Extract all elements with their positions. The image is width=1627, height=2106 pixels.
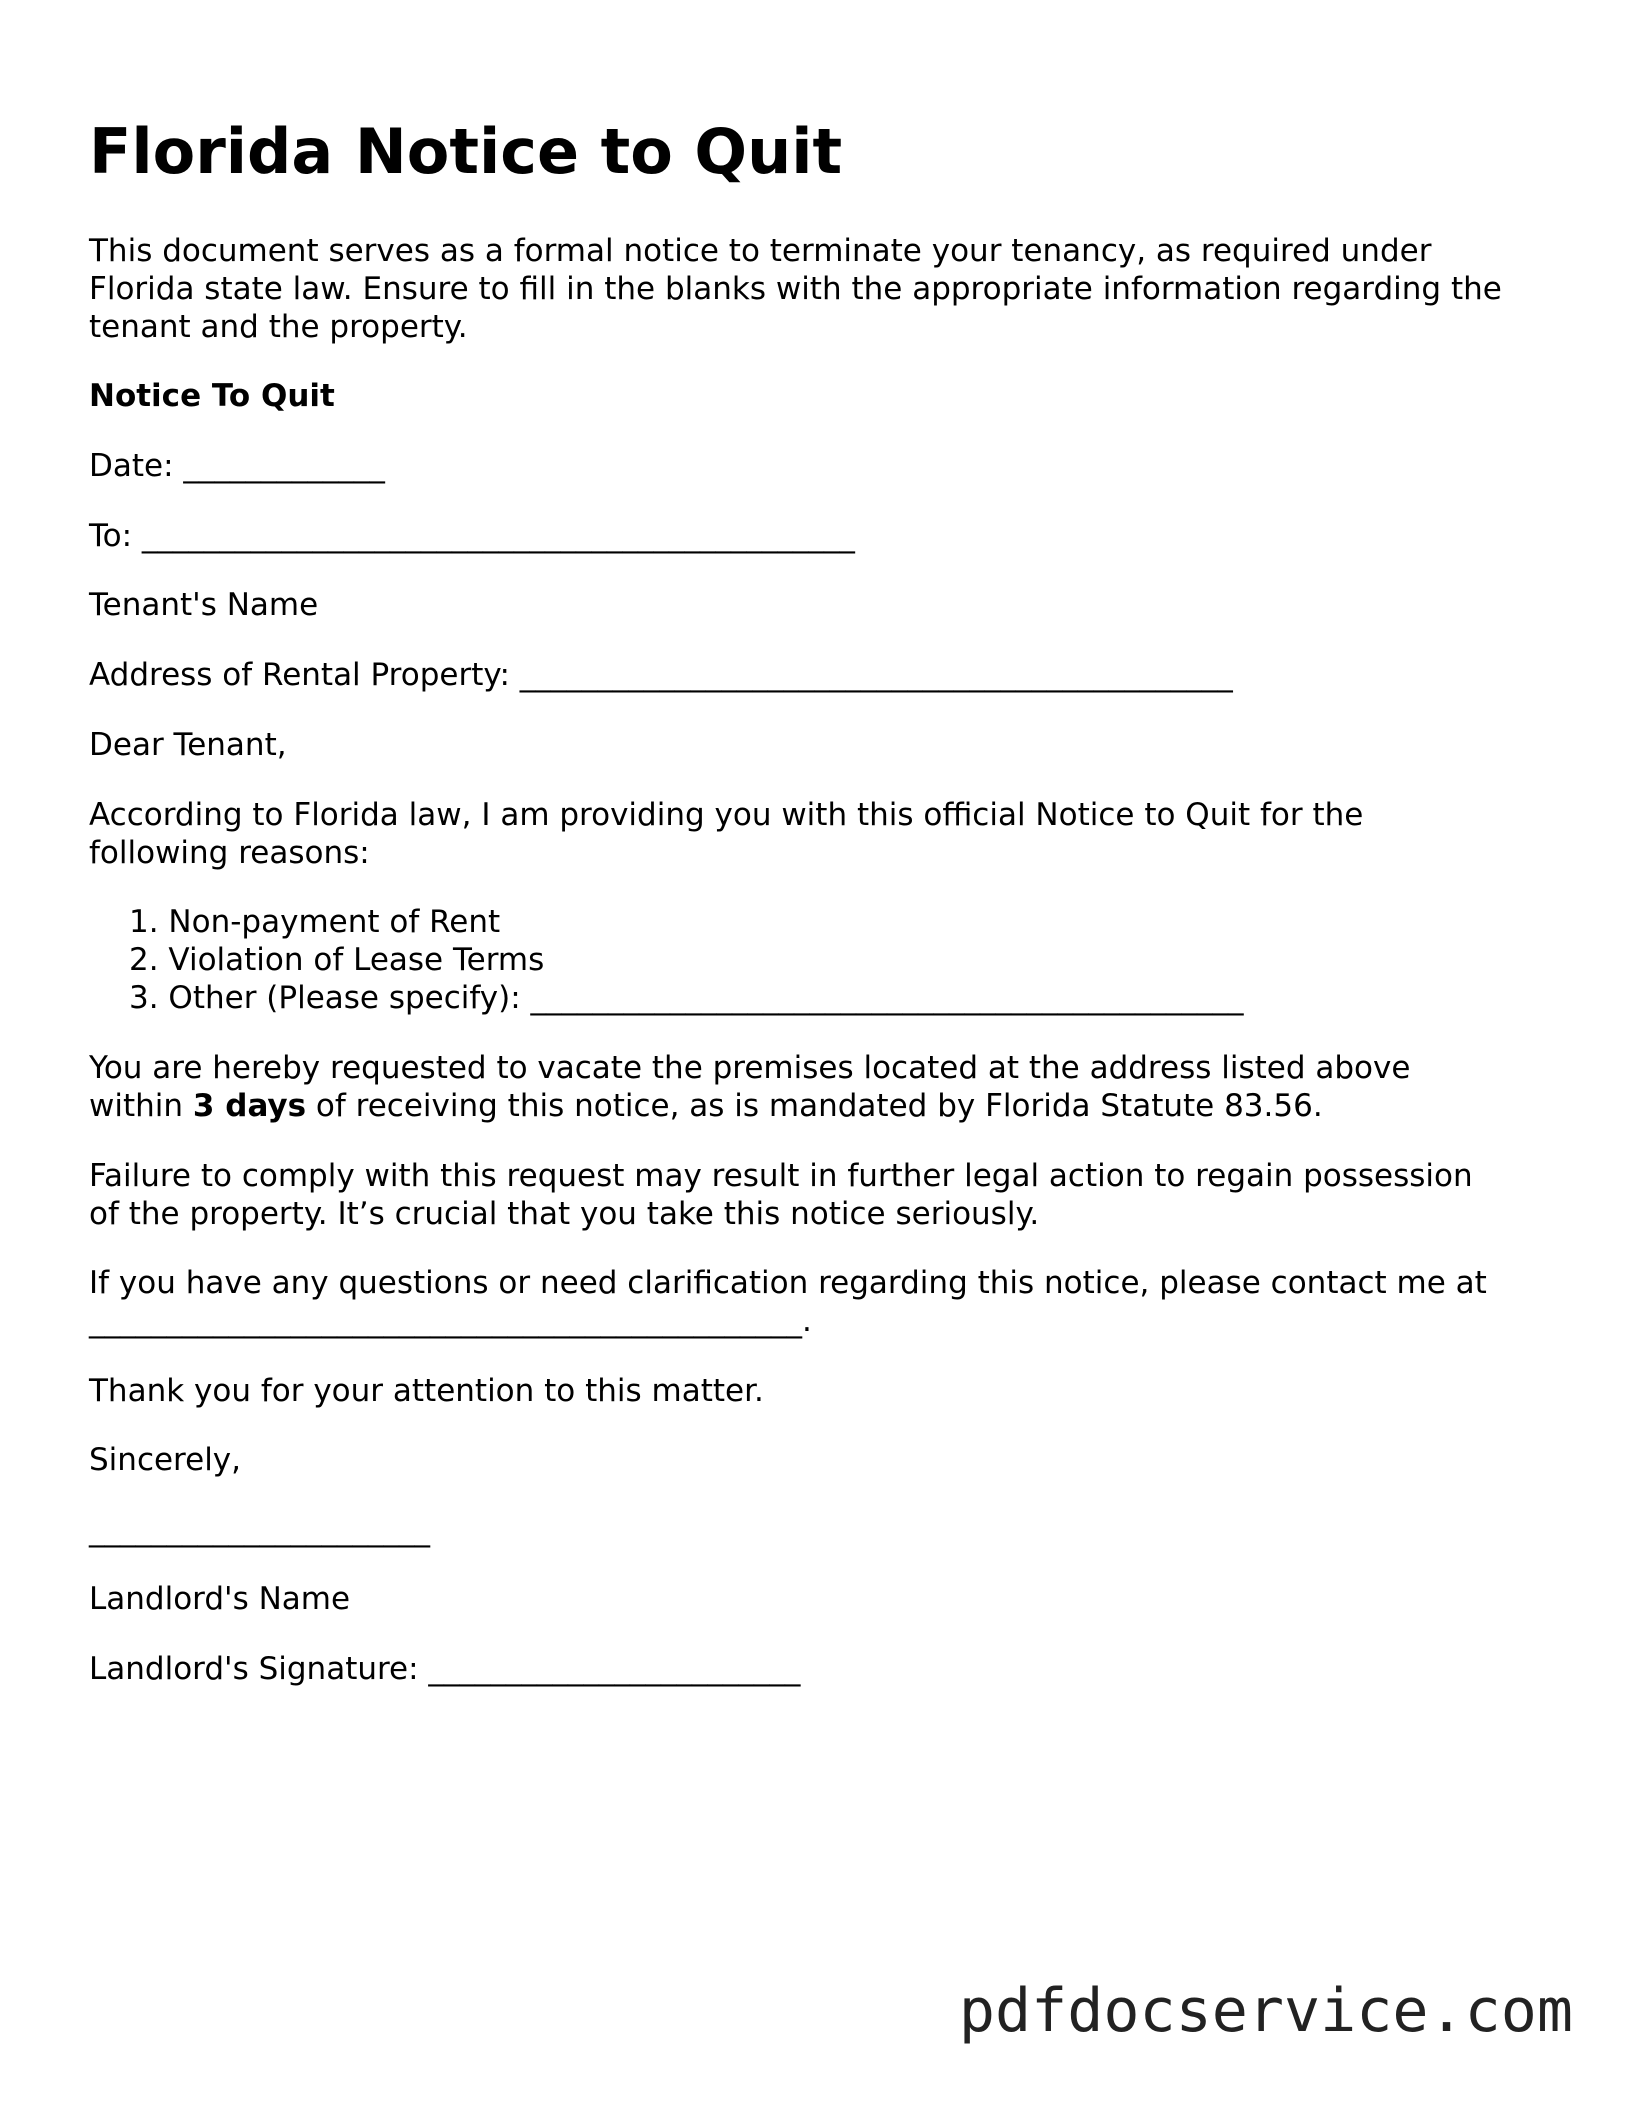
vacate-suffix: of receiving this notice, as is mandated by Florida Statute 83.56.	[306, 1088, 1323, 1124]
vacate-line-2	[89, 1087, 1323, 1125]
notice-heading: Notice To Quit	[89, 378, 335, 414]
vacate-prefix: within	[89, 1088, 193, 1124]
watermark: pdfdocservice.com	[958, 1976, 1573, 2046]
to-field: To: ______________________________________________	[89, 518, 855, 554]
reasons-intro-line-1: According to Florida law, I am providing you with this official Notice to Quit for the	[89, 797, 1364, 833]
thanks-line: Thank you for your attention to this matter.	[89, 1373, 764, 1409]
reason-item-3: 3. Other (Please specify): ______________________________________________	[129, 980, 1244, 1016]
closing-line: Sincerely,	[89, 1442, 242, 1478]
intro-line-1: This document serves as a formal notice to terminate your tenancy, as required under	[89, 233, 1432, 269]
reason-item-1: 1. Non-payment of Rent	[129, 904, 501, 940]
tenant-name-label: Tenant's Name	[89, 587, 319, 623]
salutation: Dear Tenant,	[89, 727, 287, 763]
vacate-line-1: You are hereby requested to vacate the premises located at the address listed above	[89, 1050, 1411, 1086]
intro-line-2: Florida state law. Ensure to fill in the blanks with the appropriate information regarding the	[89, 271, 1502, 307]
signature-blank: ______________________	[89, 1512, 430, 1548]
contact-line-1: If you have any questions or need clarification regarding this notice, please contact me at	[89, 1265, 1487, 1301]
document-title: Florida Notice to Quit	[89, 115, 843, 188]
address-field: Address of Rental Property: ______________________________________________	[89, 657, 1233, 693]
landlord-signature-field: Landlord's Signature: ________________________	[89, 1651, 801, 1687]
landlord-name-label: Landlord's Name	[89, 1581, 351, 1617]
intro-line-3: tenant and the property.	[89, 309, 468, 345]
date-field: Date: _____________	[89, 448, 385, 484]
vacate-days: 3 days	[192, 1088, 307, 1124]
contact-line-2: ______________________________________________.	[89, 1303, 812, 1339]
reasons-intro-line-2: following reasons:	[89, 835, 370, 871]
failure-line-1: Failure to comply with this request may result in further legal action to regain possession	[89, 1158, 1473, 1194]
reason-item-2: 2. Violation of Lease Terms	[129, 942, 545, 978]
failure-line-2: of the property. It’s crucial that you take this notice seriously.	[89, 1196, 1040, 1232]
